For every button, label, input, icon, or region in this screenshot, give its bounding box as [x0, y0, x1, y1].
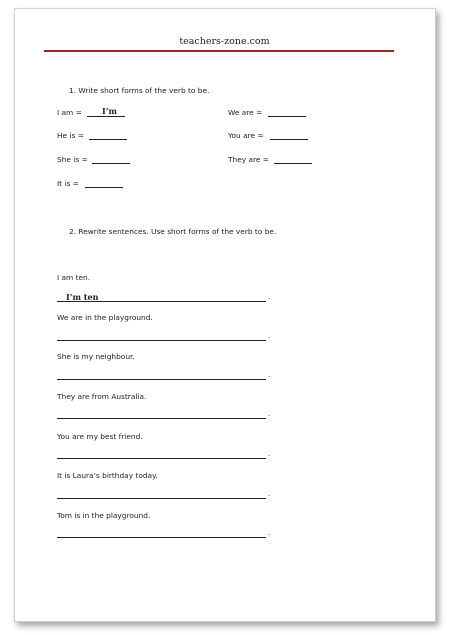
ex1-prompt-we-are: We are =	[228, 108, 263, 117]
ex2-answer-line-4[interactable]	[57, 418, 266, 419]
ex2-period-3: .	[268, 371, 271, 379]
ex2-period-2: .	[268, 332, 271, 340]
ex2-sentence-2: We are in the playground.	[57, 313, 153, 322]
ex2-answer-line-5[interactable]	[57, 458, 266, 459]
ex1-blank-they-are[interactable]	[274, 163, 312, 164]
ex1-blank-she-is[interactable]	[92, 163, 130, 164]
ex2-answer-line-2[interactable]	[57, 340, 266, 341]
ex2-sentence-4: They are from Australia.	[57, 392, 147, 401]
ex2-period-7: .	[268, 529, 271, 537]
ex1-blank-you-are[interactable]	[270, 139, 308, 140]
ex2-sentence-6: It is Laura’s birthday today.	[57, 471, 158, 480]
ex1-prompt-she-is: She is =	[57, 155, 88, 164]
ex1-prompt-you-are: You are =	[228, 131, 264, 140]
ex2-answer-line-7[interactable]	[57, 537, 266, 538]
ex2-answer-1: I’m ten	[66, 292, 99, 302]
site-title: teachers-zone.com	[179, 36, 270, 47]
ex2-answer-line-6[interactable]	[57, 498, 266, 499]
ex2-sentence-7: Tom is in the playground.	[57, 511, 151, 520]
ex1-blank-he-is[interactable]	[89, 139, 127, 140]
ex1-blank-we-are[interactable]	[268, 116, 306, 117]
ex1-prompt-it-is: It is =	[57, 179, 79, 188]
ex2-answer-line-1[interactable]	[57, 301, 266, 302]
ex2-period-5: .	[268, 450, 271, 458]
exercise-1-instruction: 1. Write short forms of the verb to be.	[69, 86, 210, 95]
ex2-period-6: .	[268, 490, 271, 498]
ex1-answer-i-am: I’m	[102, 106, 117, 116]
ex1-blank-it-is[interactable]	[85, 187, 123, 188]
ex1-prompt-he-is: He is =	[57, 131, 84, 140]
exercise-2-instruction: 2. Rewrite sentences. Use short forms of the verb to be.	[69, 227, 277, 236]
header-divider	[44, 50, 394, 52]
ex2-period-1: .	[268, 293, 271, 301]
ex1-prompt-they-are: They are =	[228, 155, 269, 164]
ex2-sentence-5: You are my best friend.	[57, 432, 143, 441]
ex1-prompt-i-am: I am =	[57, 108, 82, 117]
ex2-sentence-1: I am ten.	[57, 273, 91, 282]
ex2-sentence-3: She is my neighbour.	[57, 352, 135, 361]
ex1-blank-i-am[interactable]	[87, 116, 125, 117]
ex2-answer-line-3[interactable]	[57, 379, 266, 380]
ex2-period-4: .	[268, 410, 271, 418]
